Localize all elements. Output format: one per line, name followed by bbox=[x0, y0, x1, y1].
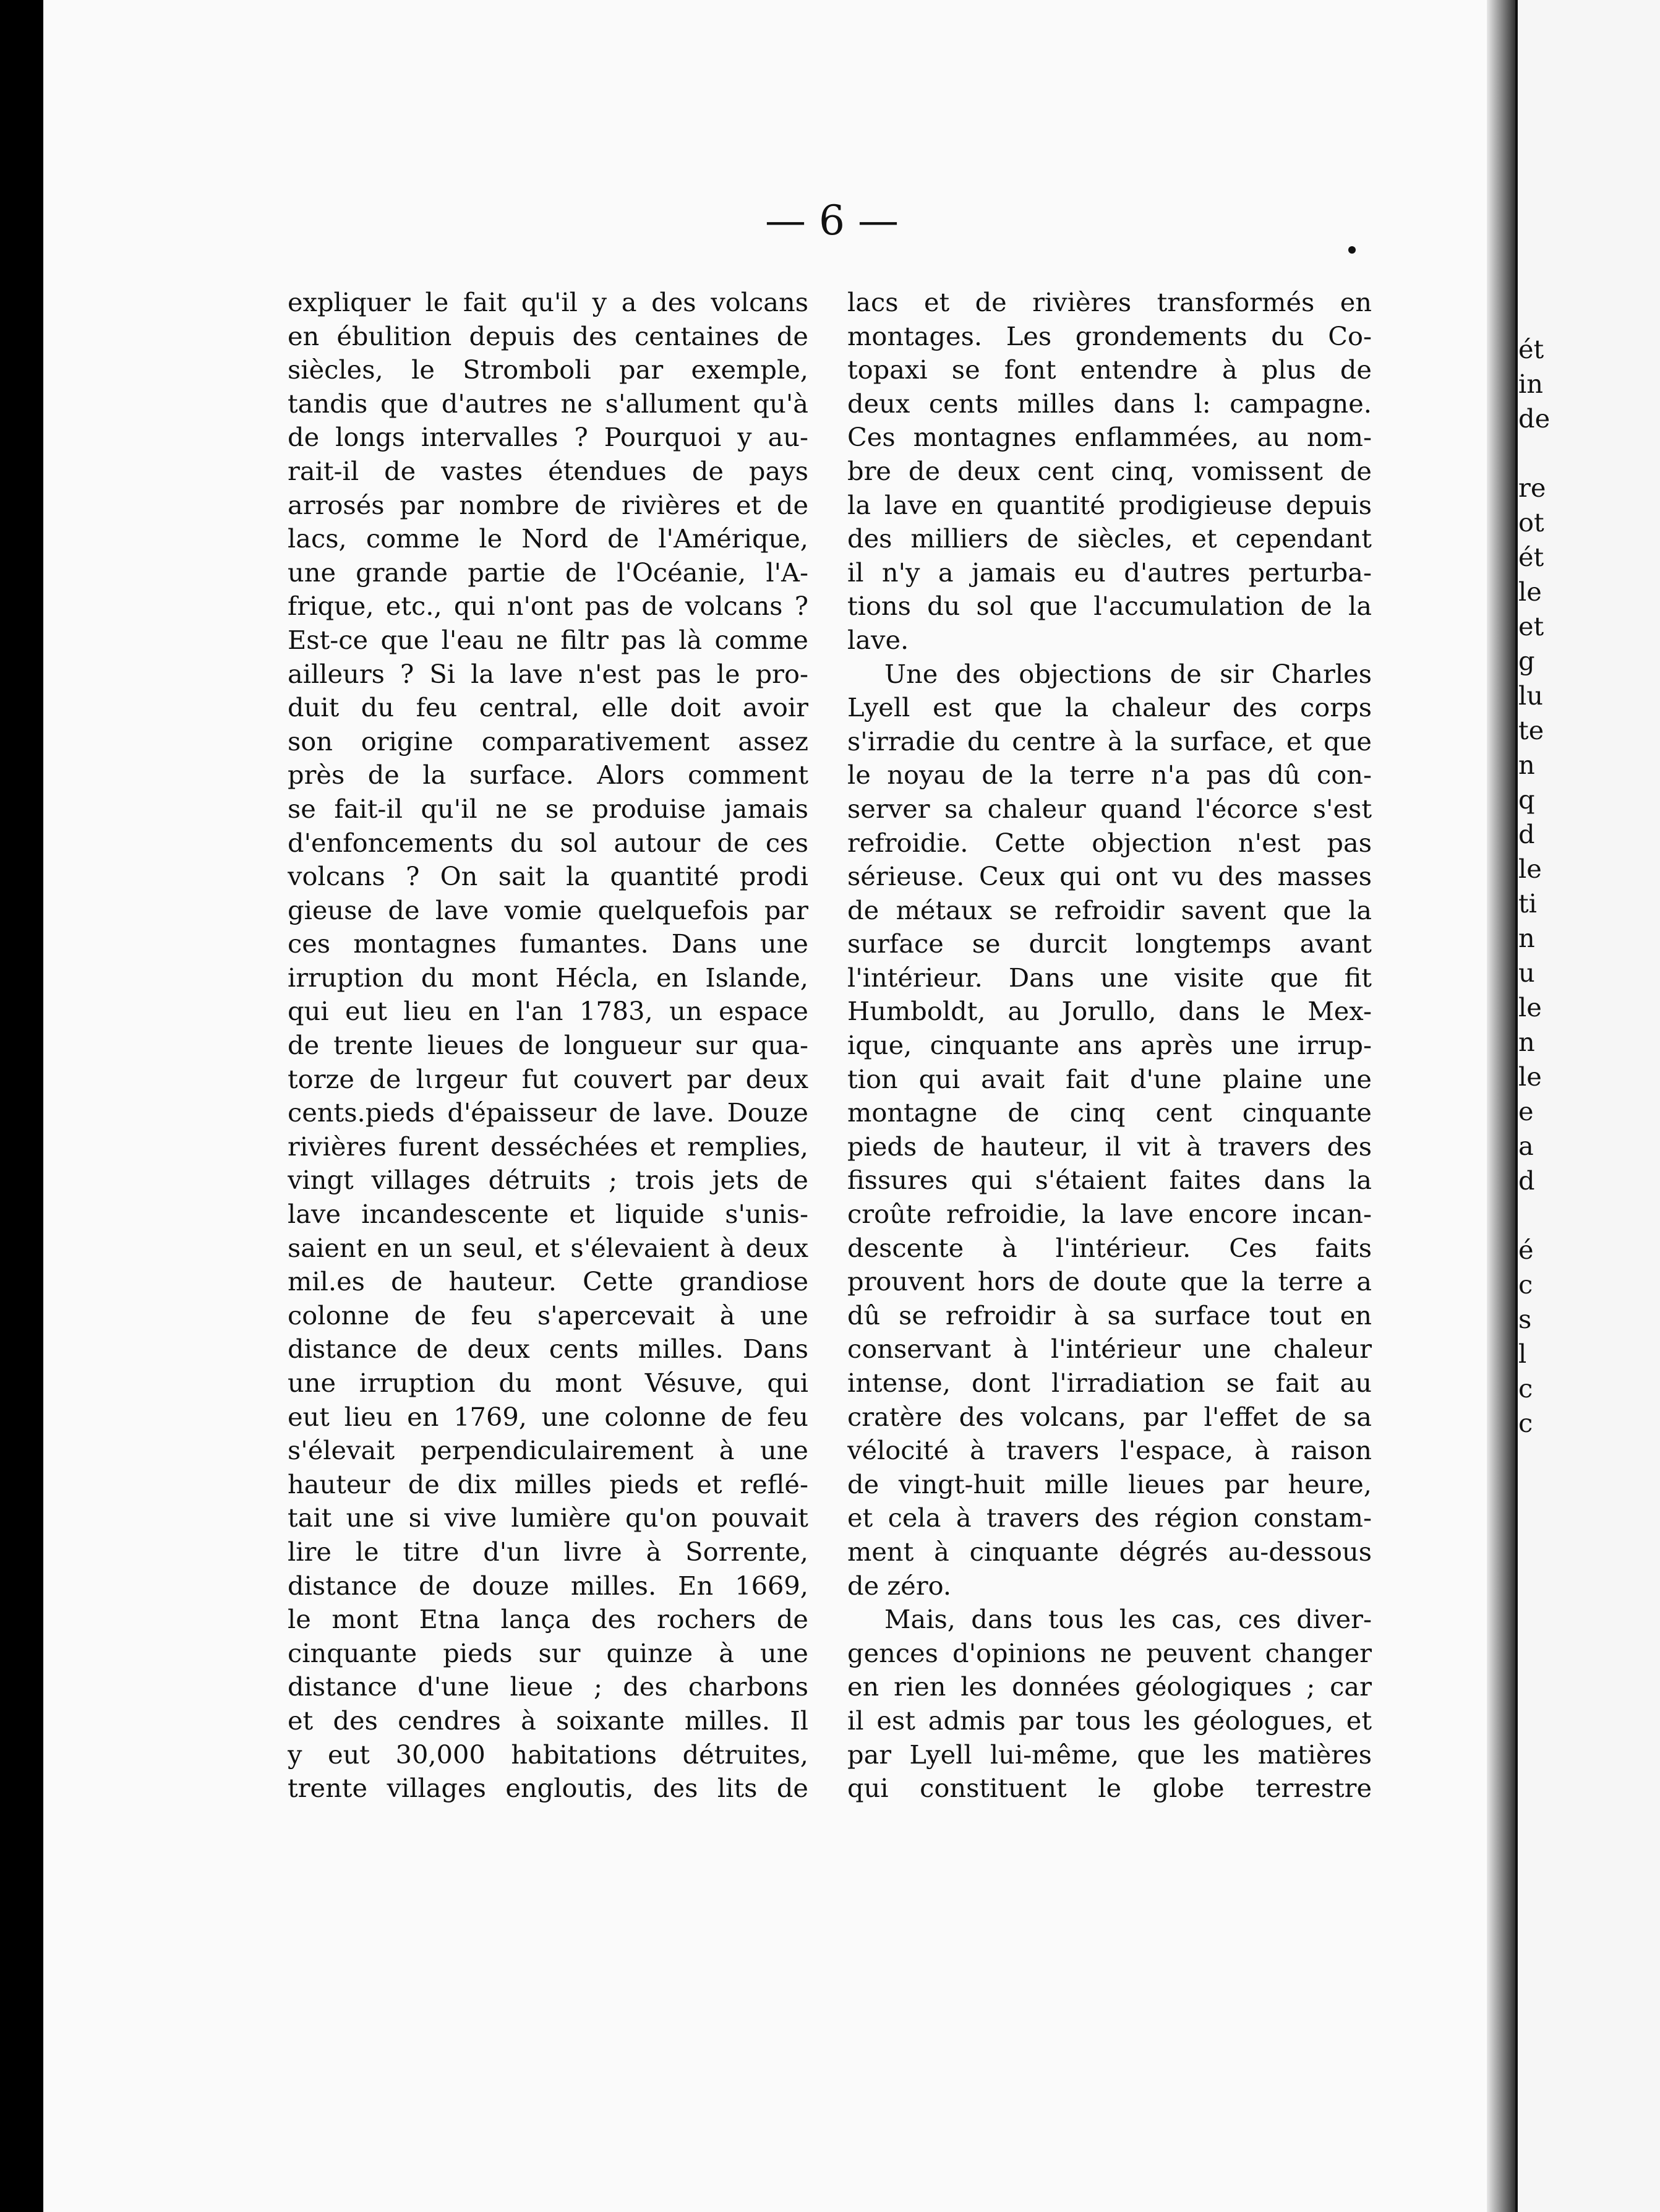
text-line: de métaux se refroidir savent que la bbox=[847, 894, 1372, 925]
facing-fragment: le bbox=[1518, 854, 1542, 884]
facing-fragment: le bbox=[1518, 992, 1542, 1022]
text-line: arrosés par nombre de rivières et de bbox=[288, 489, 808, 520]
facing-fragment: ot bbox=[1518, 507, 1544, 538]
text-line: lacs et de rivières transformés en bbox=[847, 287, 1372, 317]
text-line: se fait-il qu'il ne se produise jamais bbox=[288, 793, 808, 824]
text-line: mil.es de hauteur. Cette grandiose bbox=[288, 1266, 808, 1297]
text-line: de zéro. bbox=[847, 1570, 952, 1601]
text-line: rait-il de vastes étendues de pays bbox=[288, 455, 808, 486]
text-line: trente villages engloutis, des lits de bbox=[288, 1773, 808, 1804]
text-line: en rien les données géologiques ; car bbox=[847, 1671, 1372, 1702]
text-line: Humboldt, au Jorullo, dans le Mex- bbox=[847, 996, 1372, 1027]
text-line: duit du feu central, elle doit avoir bbox=[288, 692, 808, 723]
text-line: ailleurs ? Si la lave n'est pas le pro- bbox=[288, 658, 808, 689]
text-line: s'élevait perpendiculairement à une bbox=[288, 1435, 808, 1466]
text-line: descente à l'intérieur. Ces faits bbox=[847, 1232, 1372, 1263]
facing-fragment: te bbox=[1518, 715, 1544, 745]
text-line: vingt villages détruits ; trois jets de bbox=[288, 1165, 808, 1196]
text-line: gences d'opinions ne peuvent changer bbox=[847, 1637, 1372, 1668]
text-line: torze de lɩrgeur fut couvert par deux bbox=[288, 1063, 808, 1094]
facing-fragment: lu bbox=[1518, 680, 1544, 711]
text-line: cinquante pieds sur quinze à une bbox=[288, 1637, 808, 1668]
text-line: croûte refroidie, la lave encore incan- bbox=[847, 1199, 1372, 1230]
text-line: ment à cinquante dégrés au-dessous bbox=[847, 1536, 1372, 1567]
text-line: rivières furent desséchées et remplies, bbox=[288, 1131, 808, 1162]
facing-fragment: re bbox=[1518, 473, 1546, 503]
text-line: et cela à travers des région constam- bbox=[847, 1503, 1372, 1533]
text-line: le noyau de la terre n'a pas dû con- bbox=[847, 760, 1372, 791]
text-line: en ébulition depuis des centaines de bbox=[288, 320, 808, 351]
text-line: volcans ? On sait la quantité prodi bbox=[288, 861, 808, 892]
text-line: de vingt-huit mille lieues par heure, bbox=[847, 1468, 1372, 1499]
facing-fragment: ti bbox=[1518, 888, 1537, 919]
text-line: y eut 30,000 habitations détruites, bbox=[288, 1739, 808, 1770]
text-line: pieds de hauteur, il vit à travers des bbox=[847, 1131, 1372, 1162]
text-line: lave incandescente et liquide s'unis- bbox=[288, 1199, 808, 1230]
text-line: près de la surface. Alors comment bbox=[288, 760, 808, 791]
text-line: distance d'une lieue ; des charbons bbox=[288, 1671, 808, 1702]
facing-fragment: le bbox=[1518, 1061, 1542, 1092]
text-line: Mais, dans tous les cas, ces diver- bbox=[884, 1604, 1372, 1635]
left-text-column bbox=[288, 286, 808, 1806]
facing-fragment: d bbox=[1518, 819, 1535, 849]
text-line: ces montagnes fumantes. Dans une bbox=[288, 928, 808, 959]
facing-fragment: le bbox=[1518, 577, 1542, 607]
text-line: son origine comparativement assez bbox=[288, 726, 808, 757]
text-line: il n'y a jamais eu d'autres perturba- bbox=[847, 557, 1372, 588]
text-line: une grande partie de l'Océanie, l'A- bbox=[288, 557, 808, 588]
text-line: Est-ce que l'eau ne filtr pas là comme bbox=[288, 624, 808, 655]
facing-fragment: in bbox=[1518, 369, 1544, 399]
facing-page-text-fragments bbox=[1518, 334, 1660, 1880]
text-line: siècles, le Stromboli par exemple, bbox=[288, 354, 808, 385]
text-line: cents.pieds d'épaisseur de lave. Douze bbox=[288, 1097, 808, 1128]
text-line: saient en un seul, et s'élevaient à deux bbox=[288, 1232, 808, 1263]
facing-fragment: c bbox=[1518, 1269, 1533, 1300]
text-line: par Lyell lui-même, que les matières bbox=[847, 1739, 1372, 1770]
facing-fragment: n bbox=[1518, 750, 1535, 780]
text-line: l'intérieur. Dans une visite que fit bbox=[847, 962, 1372, 993]
text-line: distance de douze milles. En 1669, bbox=[288, 1570, 808, 1601]
text-line: fissures qui s'étaient faites dans la bbox=[847, 1165, 1372, 1196]
facing-fragment: g bbox=[1518, 646, 1535, 676]
facing-fragment: ét bbox=[1518, 334, 1544, 364]
text-line: frique, etc., qui n'ont pas de volcans ? bbox=[288, 591, 808, 622]
text-line: lacs, comme le Nord de l'Amérique, bbox=[288, 523, 808, 554]
text-line: des milliers de siècles, et cependant bbox=[847, 523, 1372, 554]
text-line: hauteur de dix milles pieds et reflé- bbox=[288, 1468, 808, 1499]
text-line: surface se durcit longtemps avant bbox=[847, 928, 1372, 959]
text-line: montages. Les grondements du Co- bbox=[847, 320, 1372, 351]
page-fold-shadow bbox=[1487, 0, 1518, 2212]
facing-fragment: a bbox=[1518, 1131, 1534, 1161]
text-line: gieuse de lave vomie quelquefois par bbox=[288, 894, 808, 925]
text-line: tions du sol que l'accumulation de la bbox=[847, 591, 1372, 622]
facing-fragment: ét bbox=[1518, 542, 1544, 572]
text-line: de trente lieues de longueur sur qua- bbox=[288, 1030, 808, 1061]
text-line: s'irradie du centre à la surface, et que bbox=[847, 726, 1372, 757]
text-line: colonne de feu s'apercevait à une bbox=[288, 1300, 808, 1331]
facing-fragment: de bbox=[1518, 403, 1551, 434]
facing-fragment: q bbox=[1518, 784, 1535, 815]
facing-fragment: c bbox=[1518, 1373, 1533, 1404]
facing-fragment: c bbox=[1518, 1408, 1533, 1438]
text-line: expliquer le fait qu'il y a des volcans bbox=[288, 287, 808, 317]
right-text-column bbox=[847, 286, 1372, 1806]
text-line: tandis que d'autres ne s'allument qu'à bbox=[288, 388, 808, 419]
text-line: conservant à l'intérieur une chaleur bbox=[847, 1334, 1372, 1365]
text-line: une irruption du mont Vésuve, qui bbox=[288, 1368, 808, 1398]
text-line: server sa chaleur quand l'écorce s'est bbox=[847, 793, 1372, 824]
text-line: cratère des volcans, par l'effet de sa bbox=[847, 1401, 1372, 1432]
text-line: qui constituent le globe terrestre bbox=[847, 1773, 1372, 1804]
facing-fragment: é bbox=[1518, 1235, 1534, 1265]
facing-fragment: e bbox=[1518, 1096, 1534, 1126]
text-line: Ces montagnes enflammées, au nom- bbox=[847, 422, 1372, 453]
text-line: distance de deux cents milles. Dans bbox=[288, 1334, 808, 1365]
text-line: tait une si vive lumière qu'on pouvait bbox=[288, 1503, 808, 1533]
facing-fragment: s bbox=[1518, 1304, 1532, 1334]
text-line: montagne de cinq cent cinquante bbox=[847, 1097, 1372, 1128]
text-line: dû se refroidir à sa surface tout en bbox=[847, 1300, 1372, 1331]
facing-fragment: l bbox=[1518, 1339, 1527, 1369]
text-line: eut lieu en 1769, une colonne de feu bbox=[288, 1401, 808, 1432]
text-line: il est admis par tous les géologues, et bbox=[847, 1705, 1372, 1736]
text-line: d'enfoncements du sol autour de ces bbox=[288, 827, 808, 858]
text-line: refroidie. Cette objection n'est pas bbox=[847, 827, 1372, 858]
text-line: topaxi se font entendre à plus de bbox=[847, 354, 1372, 385]
text-line: bre de deux cent cinq, vomissent de bbox=[847, 455, 1372, 486]
text-line: la lave en quantité prodigieuse depuis bbox=[847, 489, 1372, 520]
facing-fragment: u bbox=[1518, 958, 1535, 988]
text-line: lave. bbox=[847, 624, 909, 655]
facing-fragment: n bbox=[1518, 923, 1535, 953]
text-line: ique, cinquante ans après une irrup- bbox=[847, 1030, 1372, 1061]
text-line: prouvent hors de doute que la terre a bbox=[847, 1266, 1372, 1297]
text-line: Lyell est que la chaleur des corps bbox=[847, 692, 1372, 723]
text-line: et des cendres à soixante milles. Il bbox=[288, 1705, 808, 1736]
facing-fragment: n bbox=[1518, 1027, 1535, 1057]
text-line: le mont Etna lança des rochers de bbox=[288, 1604, 808, 1635]
text-line: irruption du mont Hécla, en Islande, bbox=[288, 962, 808, 993]
text-line: intense, dont l'irradiation se fait au bbox=[847, 1368, 1372, 1398]
text-line: deux cents milles dans l: campagne. bbox=[847, 388, 1372, 419]
ink-dot bbox=[1348, 246, 1356, 254]
page-number: — 6 — bbox=[765, 197, 899, 244]
text-line: qui eut lieu en l'an 1783, un espace bbox=[288, 996, 808, 1027]
facing-fragment: d bbox=[1518, 1165, 1535, 1196]
text-line: tion qui avait fait d'une plaine une bbox=[847, 1063, 1372, 1094]
text-line: vélocité à travers l'espace, à raison bbox=[847, 1435, 1372, 1466]
text-line: Une des objections de sir Charles bbox=[884, 658, 1372, 689]
text-line: sérieuse. Ceux qui ont vu des masses bbox=[847, 861, 1372, 892]
facing-fragment: et bbox=[1518, 611, 1544, 641]
text-line: de longs intervalles ? Pourquoi y au- bbox=[288, 422, 808, 453]
text-line: lire le titre d'un livre à Sorrente, bbox=[288, 1536, 808, 1567]
